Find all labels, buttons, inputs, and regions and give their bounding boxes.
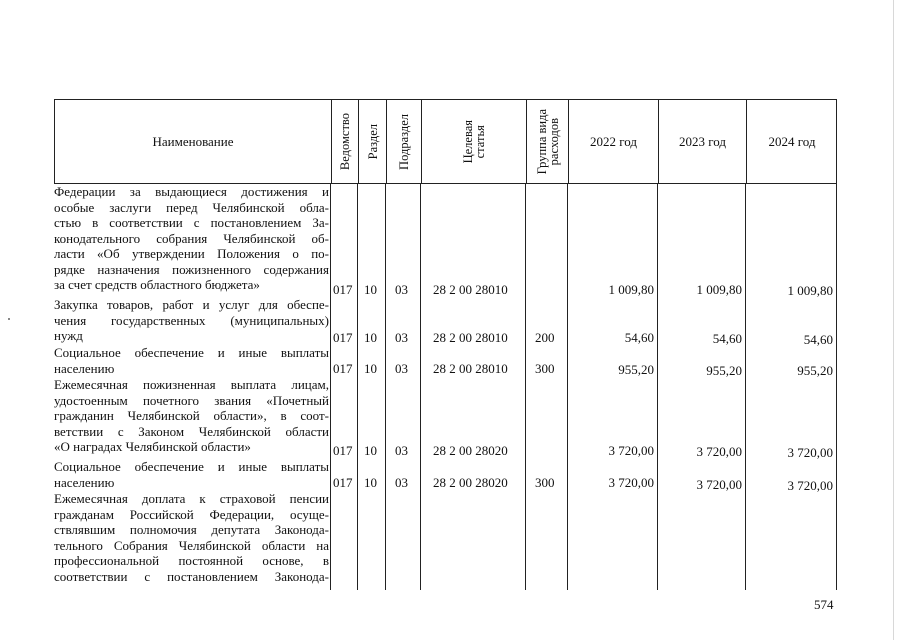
column-divider <box>385 184 386 590</box>
header-podrazdel: Подраздел <box>397 113 411 170</box>
row-text-line: тельного Собрания Челябинской области на <box>54 537 329 553</box>
cell-2022: 3 720,00 <box>608 443 654 458</box>
table-row-name <box>54 345 329 376</box>
row-text-line: соответствии с постановлением Законода- <box>54 568 329 584</box>
cell-celevaya: 28 2 00 28010 <box>433 282 508 297</box>
row-text-line: особые заслуги перед Челябинской обла- <box>54 199 329 215</box>
cell-podrazdel: 03 <box>395 443 408 458</box>
column-divider <box>745 184 746 590</box>
column-divider <box>567 184 568 590</box>
cell-2022: 3 720,00 <box>608 475 654 490</box>
cell-gruppa: 300 <box>535 475 555 490</box>
cell-podrazdel: 03 <box>395 475 408 490</box>
cell-2023: 3 720,00 <box>696 477 742 492</box>
header-2024-cell <box>746 100 837 183</box>
header-name-cell <box>55 100 331 183</box>
row-text-line: ласти «Об утверждении Положения о по- <box>54 246 329 261</box>
row-text-line: рядке назначения пожизненного содержания <box>54 261 329 277</box>
row-text-line: гражданин Челябинской области», в соот- <box>54 408 329 423</box>
cell-celevaya: 28 2 00 28020 <box>433 475 508 490</box>
header-celevaya: Целевая статья <box>461 119 487 164</box>
row-text-line: населению <box>54 474 115 490</box>
cell-2023: 3 720,00 <box>696 444 742 459</box>
cell-2023: 54,60 <box>712 331 742 346</box>
cell-vedomstvo: 017 <box>333 282 353 297</box>
row-text-line: ветствии с Законом Челябинской области <box>54 423 329 439</box>
cell-2024: 1 009,80 <box>787 283 833 298</box>
cell-2024: 3 720,00 <box>787 478 833 493</box>
cell-vedomstvo: 017 <box>333 475 353 490</box>
cell-vedomstvo: 017 <box>333 443 353 458</box>
row-text-line: за счет средств областного бюджета» <box>54 277 260 292</box>
header-2023-cell <box>658 100 746 183</box>
column-divider <box>330 184 331 590</box>
cell-2023: 1 009,80 <box>696 282 742 297</box>
header-gruppa: Группа вида расходов <box>534 108 561 175</box>
header-podrazdel-cell <box>386 100 421 183</box>
cell-podrazdel: 03 <box>395 361 408 376</box>
scan-edge-line <box>893 0 894 640</box>
cell-celevaya: 28 2 00 28020 <box>433 443 508 458</box>
cell-2023: 955,20 <box>706 363 742 378</box>
row-text-line: Закупка товаров, работ и услуг для обеспе- <box>54 297 329 312</box>
header-razdel-cell <box>358 100 386 183</box>
cell-2024: 54,60 <box>803 332 833 347</box>
cell-podrazdel: 03 <box>395 330 408 345</box>
row-text-line: удостоенным почетного звания «Почетный <box>54 392 329 408</box>
cell-2022: 1 009,80 <box>608 282 654 297</box>
cell-celevaya: 28 2 00 28010 <box>433 361 508 376</box>
row-text-line: стью в соответствии с постановлением За- <box>54 215 329 230</box>
cell-razdel: 10 <box>364 282 377 297</box>
cell-celevaya: 28 2 00 28010 <box>433 330 508 345</box>
page-number: 574 <box>814 597 834 612</box>
cell-razdel: 10 <box>364 330 377 345</box>
cell-gruppa: 300 <box>535 361 555 376</box>
table-row-name <box>54 459 329 490</box>
table-header <box>54 99 837 184</box>
table-row-name <box>54 184 329 293</box>
header-razdel: Раздел <box>365 123 380 160</box>
table-row-name <box>54 491 329 584</box>
row-text-line: гражданам Российской Федерации, осуще- <box>54 506 329 522</box>
cell-2024: 955,20 <box>797 363 833 378</box>
header-celevaya-cell <box>421 100 526 183</box>
row-text-line: чения государственных (муниципальных) <box>54 312 329 328</box>
column-divider <box>357 184 358 590</box>
header-gruppa-cell <box>526 100 568 183</box>
row-text-line: конодательного собрания Челябинской об- <box>54 230 329 246</box>
cell-razdel: 10 <box>364 361 377 376</box>
header-vedomstvo: Ведомство <box>338 112 352 171</box>
header-2022: 2022 год <box>590 133 637 149</box>
cell-gruppa: 200 <box>535 330 555 345</box>
column-divider <box>657 184 658 590</box>
cell-podrazdel: 03 <box>395 282 408 297</box>
row-text-line: профессиональной постоянной основе, в <box>54 553 329 568</box>
row-text-line: ствлявшим полномочия депутата Законода- <box>54 522 329 537</box>
cell-vedomstvo: 017 <box>333 330 353 345</box>
cell-razdel: 10 <box>364 443 377 458</box>
row-text-line: нужд <box>54 328 83 343</box>
row-text-line: населению <box>54 360 115 376</box>
header-2024: 2024 год <box>768 133 816 149</box>
cell-2024: 3 720,00 <box>787 445 833 460</box>
table-row-name <box>54 297 329 344</box>
header-name: Наименование <box>152 133 234 149</box>
cell-2022: 955,20 <box>618 362 654 377</box>
column-divider <box>420 184 421 590</box>
header-2022-cell <box>568 100 658 183</box>
header-2023: 2023 год <box>679 133 726 149</box>
row-text-line: Социальное обеспечение и иные выплаты <box>54 345 329 360</box>
cell-razdel: 10 <box>364 475 377 490</box>
row-text-line: Федерации за выдающиеся достижения и <box>54 184 329 199</box>
cell-vedomstvo: 017 <box>333 361 353 376</box>
cell-2022: 54,60 <box>624 330 654 345</box>
header-vedomstvo-cell <box>331 100 358 183</box>
row-text-line: «О наградах Челябинской области» <box>54 439 251 454</box>
row-text-line: Ежемесячная доплата к страховой пенсии <box>54 491 329 506</box>
table-row-name <box>54 377 329 455</box>
column-divider <box>836 184 837 590</box>
row-text-line: Ежемесячная пожизненная выплата лицам, <box>54 377 329 392</box>
row-text-line: Социальное обеспечение и иные выплаты <box>54 459 329 474</box>
column-divider <box>525 184 526 590</box>
scan-speck <box>8 318 10 320</box>
